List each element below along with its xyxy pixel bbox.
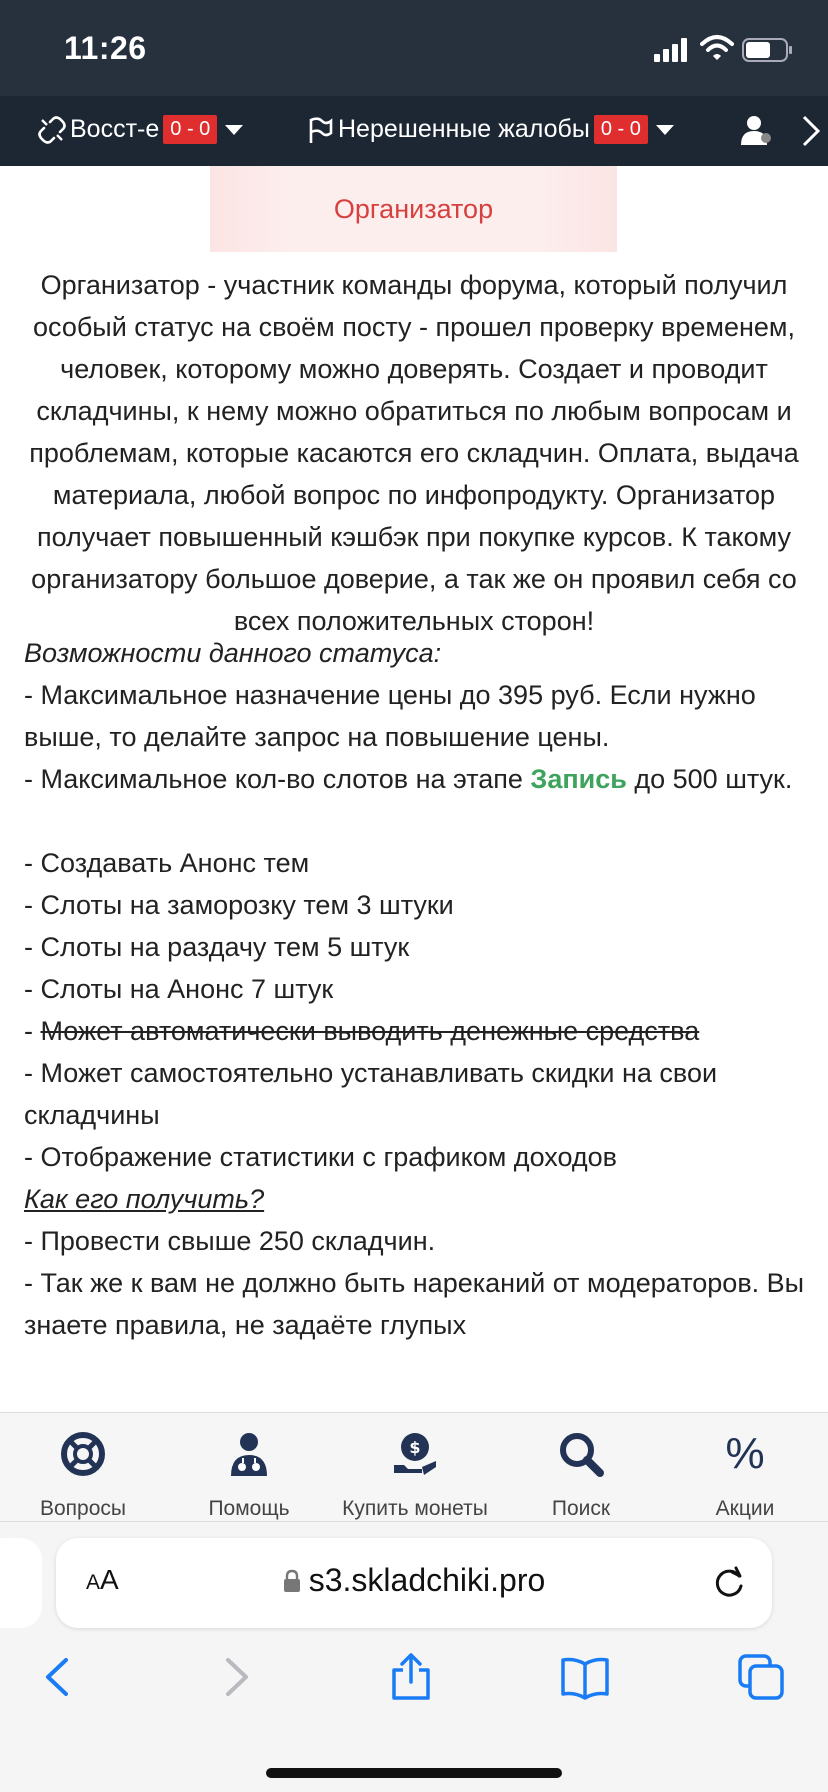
address-bar[interactable]	[56, 1538, 772, 1628]
browser-bottom-bar	[0, 1522, 828, 1792]
ability-slots-suffix: до 500 штук.	[626, 764, 793, 794]
how-item-2: - Так же к вам не должно быть нареканий от модераторов. Вы знаете правила, не задаёте глупых	[24, 1268, 805, 1340]
lock-icon	[283, 1569, 301, 1593]
ability-freeze: - Слоты на заморозку тем 3 штуки	[24, 890, 454, 920]
chevron-right-icon[interactable]	[800, 114, 822, 148]
ability-withdraw-dash: -	[24, 1016, 41, 1046]
tab-search[interactable]	[498, 1431, 664, 1521]
ability-announce-slots: - Слоты на Анонс 7 штук	[24, 974, 334, 1004]
tab-questions-label: Вопросы	[39, 1497, 126, 1520]
search-icon	[558, 1431, 604, 1477]
cellular-signal-icon	[654, 38, 688, 62]
tab-buy-coins-label: Купить монеты	[342, 1497, 488, 1520]
ability-giveaway: - Слоты на раздачу тем 5 штук	[24, 932, 410, 962]
flag-icon	[306, 116, 334, 144]
stage-label: Запись	[530, 764, 627, 794]
status-time: 11:26	[64, 30, 147, 66]
role-title-banner	[210, 166, 617, 252]
forward-icon[interactable]	[210, 1652, 260, 1702]
share-icon[interactable]	[386, 1652, 436, 1702]
tab-help[interactable]	[166, 1431, 332, 1521]
url-display[interactable]	[56, 1562, 772, 1599]
restore-badge: 0 - 0	[163, 115, 217, 144]
tab-questions[interactable]	[0, 1431, 166, 1521]
coin-hand-icon	[392, 1431, 438, 1477]
unlink-icon	[38, 116, 66, 144]
tab-search-label: Поиск	[551, 1497, 611, 1520]
complaints-badge: 0 - 0	[594, 115, 648, 144]
restore-menu[interactable]	[38, 115, 243, 144]
ability-discounts: - Может самостоятельно устанавливать скидки на свои складчины	[24, 1058, 718, 1130]
tab-help-label: Помощь	[208, 1497, 290, 1520]
aa-small-glyph: A	[86, 1571, 101, 1594]
ability-slots	[24, 758, 814, 800]
role-title: Организатор	[333, 193, 494, 224]
reload-icon[interactable]	[712, 1566, 746, 1600]
battery-icon	[742, 38, 794, 62]
aa-large-glyph: A	[100, 1564, 119, 1595]
previous-tab-preview[interactable]	[0, 1538, 42, 1628]
forum-nav-bar	[0, 96, 828, 166]
url-text: s3.skladchiki.pro	[308, 1562, 546, 1598]
ability-announce: - Создавать Анонс тем	[24, 848, 310, 878]
tab-promotions-label: Акции	[715, 1497, 775, 1520]
status-bar	[0, 0, 828, 96]
tab-buy-coins[interactable]	[332, 1431, 498, 1521]
svg-text:$: $	[409, 1438, 421, 1457]
forum-tab-bar	[0, 1412, 828, 1522]
abilities-heading: Возможности данного статуса:	[24, 638, 442, 668]
ability-slots-prefix: - Максимальное кол-во слотов на этапе	[24, 764, 531, 794]
tab-promotions[interactable]	[662, 1431, 828, 1521]
back-icon[interactable]	[34, 1652, 84, 1702]
how-heading: Как его получить?	[24, 1184, 265, 1214]
ability-withdraw-text: Может автоматически выводить денежные средства	[40, 1016, 700, 1046]
ability-stats: - Отображение статистики с графиком доходов	[24, 1142, 618, 1172]
chevron-down-icon	[656, 125, 674, 135]
ability-withdraw	[24, 1010, 814, 1052]
tabs-icon[interactable]	[736, 1652, 786, 1702]
wifi-icon	[700, 34, 734, 62]
post-content	[0, 166, 828, 1412]
support-agent-icon	[226, 1431, 272, 1477]
complaints-label: Нерешенные жалобы	[338, 115, 590, 143]
complaints-menu[interactable]	[306, 115, 674, 144]
chevron-down-icon	[225, 125, 243, 135]
home-indicator[interactable]	[266, 1768, 562, 1778]
restore-label: Восст-е	[70, 115, 160, 143]
ability-price: - Максимальное назначение цены до 395 руб. Если нужно выше, то делайте запрос на повышение цены.	[24, 680, 756, 752]
lifebuoy-icon	[60, 1431, 106, 1477]
role-description: Организатор - участник команды форума, который получил особый статус на своём посту - прошел проверку временем, человек, которому можно доверять. Создает и проводит складчины, к нему можно обратиться по любым вопросам и проблемам, которые касаются его складчин. Оплата, выдача материала, любой вопрос по инфопродукту. Организатор получает повышенный кэшбэк при покупке курсов. К такому организатору большое доверие, а так же он проявил себя со всех положительных сторон!	[29, 270, 799, 636]
how-item-1: - Провести свыше 250 складчин.	[24, 1226, 436, 1256]
bookmarks-icon[interactable]	[560, 1652, 610, 1702]
user-icon[interactable]	[740, 114, 772, 146]
percent-icon: %	[725, 1429, 765, 1478]
